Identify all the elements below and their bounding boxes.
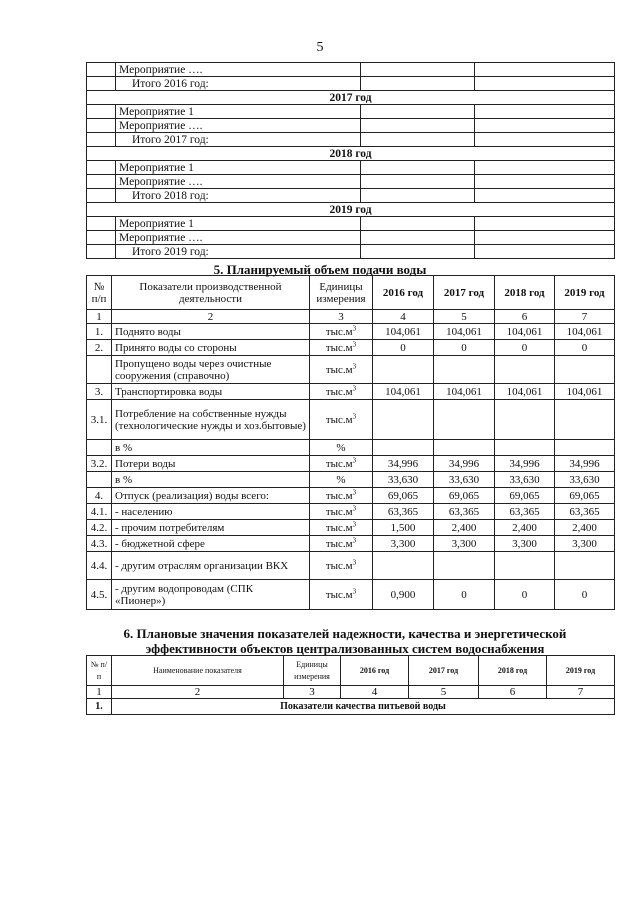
table-row: [87, 699, 615, 715]
header-2017: 2017 год: [409, 656, 479, 686]
value-2018: 0: [495, 580, 555, 610]
value-2019: 33,630: [555, 472, 615, 488]
value-2018: 104,061: [495, 384, 555, 400]
value-2018: 0: [495, 340, 555, 356]
unit-superscript: 3: [352, 487, 357, 496]
value-2018: 33,630: [495, 472, 555, 488]
colnum: 7: [555, 310, 615, 324]
colnum: 2: [112, 686, 284, 699]
empty-cell: [361, 245, 475, 259]
unit-superscript: 3: [352, 557, 357, 566]
empty-cell: [361, 161, 475, 175]
header-2018: 2018 год: [495, 276, 555, 310]
colnum: 5: [434, 310, 495, 324]
unit-text: тыс.м: [325, 489, 353, 502]
value-2017: 104,061: [434, 324, 495, 340]
value-2016: 34,996: [373, 456, 434, 472]
row-name: Потребление на собственные нужды (технологические нужды и хоз.бытовые): [112, 400, 310, 440]
measures-table: [86, 62, 615, 259]
table-row: [87, 580, 615, 610]
section-6-heading: 6. Плановые значения показателей надежности, качества и энергетической эффективности объектов централизованных систем водоснабжения: [123, 626, 567, 656]
table-row: [87, 63, 615, 77]
row-unit: [310, 504, 373, 520]
row-num: 4.: [87, 488, 112, 504]
header-2016: 2016 год: [341, 656, 409, 686]
header-num: № п/п: [87, 276, 112, 310]
unit-superscript: 3: [352, 535, 357, 544]
empty-cell: [361, 105, 475, 119]
colnum: 1: [87, 686, 112, 699]
page-number: 5: [316, 40, 324, 55]
measure-name: Мероприятие ….: [116, 119, 361, 133]
unit-superscript: 3: [352, 361, 357, 370]
measure-name: Итого 2018 год:: [116, 189, 361, 203]
unit-text: тыс.м: [325, 457, 353, 470]
row-num: 1.: [87, 324, 112, 340]
empty-cell: [87, 105, 116, 119]
value-2019: 2,400: [555, 520, 615, 536]
table-row: [87, 472, 615, 488]
table-row: [87, 161, 615, 175]
row-unit: [310, 356, 373, 384]
header-2019: 2019 год: [547, 656, 615, 686]
value-2017: 69,065: [434, 488, 495, 504]
row-unit: [310, 472, 373, 488]
row-num: 1.: [87, 699, 112, 715]
row-name: Поднято воды: [112, 324, 310, 340]
unit-text: %: [336, 441, 346, 454]
header-2017: 2017 год: [434, 276, 495, 310]
row-unit: [310, 400, 373, 440]
header-num: № п/п: [87, 656, 112, 686]
header-name: Наименование показателя: [112, 656, 284, 686]
value-2016: [373, 400, 434, 440]
value-2018: 69,065: [495, 488, 555, 504]
measure-name: Мероприятие ….: [116, 175, 361, 189]
row-unit: [310, 580, 373, 610]
value-2016: 0,900: [373, 580, 434, 610]
empty-cell: [475, 189, 615, 203]
empty-cell: [475, 119, 615, 133]
table-row: [87, 400, 615, 440]
unit-text: тыс.м: [325, 325, 353, 338]
value-2018: 63,365: [495, 504, 555, 520]
year-header-row: [87, 147, 615, 161]
value-2019: 104,061: [555, 384, 615, 400]
empty-cell: [87, 231, 116, 245]
row-name: Пропущено воды через очистные сооружения (справочно): [112, 356, 310, 384]
row-unit: [310, 384, 373, 400]
row-name: - другим отраслям организации ВКХ: [112, 552, 310, 580]
unit-text: тыс.м: [325, 537, 353, 550]
empty-cell: [475, 217, 615, 231]
empty-cell: [87, 189, 116, 203]
unit-text: тыс.м: [325, 341, 353, 354]
value-2019: [555, 400, 615, 440]
table-row: [87, 356, 615, 384]
row-name: Потери воды: [112, 456, 310, 472]
table-row: [87, 231, 615, 245]
table-header-row: [87, 656, 615, 686]
empty-cell: [87, 245, 116, 259]
value-2018: 2,400: [495, 520, 555, 536]
unit-superscript: 3: [352, 383, 357, 392]
unit-text: тыс.м: [325, 413, 353, 426]
value-2016: [373, 552, 434, 580]
colnum: 4: [341, 686, 409, 699]
table-row: [87, 175, 615, 189]
value-2019: 69,065: [555, 488, 615, 504]
year-label: 2017 год: [87, 91, 615, 105]
empty-cell: [475, 133, 615, 147]
colnum: 7: [547, 686, 615, 699]
unit-text: тыс.м: [325, 505, 353, 518]
colnum: 2: [112, 310, 310, 324]
colnum: 3: [284, 686, 341, 699]
unit-superscript: 3: [352, 455, 357, 464]
table-row: [87, 77, 615, 91]
row-name: в %: [112, 472, 310, 488]
value-2016: [373, 440, 434, 456]
empty-cell: [87, 133, 116, 147]
row-num: 4.1.: [87, 504, 112, 520]
table-row: [87, 324, 615, 340]
value-2018: 3,300: [495, 536, 555, 552]
value-2019: 34,996: [555, 456, 615, 472]
unit-text: тыс.м: [325, 521, 353, 534]
table-row: [87, 552, 615, 580]
measure-name: Мероприятие ….: [116, 231, 361, 245]
empty-cell: [361, 189, 475, 203]
empty-cell: [361, 119, 475, 133]
header-2016: 2016 год: [373, 276, 434, 310]
header-unit: Единицы измерения: [310, 276, 373, 310]
header-2019: 2019 год: [555, 276, 615, 310]
row-num: [87, 472, 112, 488]
year-label: 2018 год: [87, 147, 615, 161]
value-2019: 3,300: [555, 536, 615, 552]
row-name: Принято воды со стороны: [112, 340, 310, 356]
value-2019: [555, 552, 615, 580]
measure-name: Итого 2016 год:: [116, 77, 361, 91]
empty-cell: [475, 105, 615, 119]
row-unit: [310, 536, 373, 552]
unit-superscript: 3: [352, 339, 357, 348]
table-row: [87, 536, 615, 552]
year-header-row: [87, 203, 615, 217]
table-row: [87, 456, 615, 472]
row-unit: [310, 340, 373, 356]
unit-text: тыс.м: [325, 363, 353, 376]
value-2017: 63,365: [434, 504, 495, 520]
value-2018: [495, 552, 555, 580]
value-2017: [434, 440, 495, 456]
unit-superscript: 3: [352, 586, 357, 595]
row-unit: [310, 456, 373, 472]
value-2017: [434, 552, 495, 580]
value-2019: 104,061: [555, 324, 615, 340]
unit-superscript: 3: [352, 411, 357, 420]
empty-cell: [361, 231, 475, 245]
value-2019: 0: [555, 580, 615, 610]
empty-cell: [475, 175, 615, 189]
measure-name: Мероприятие 1: [116, 217, 361, 231]
unit-text: тыс.м: [325, 385, 353, 398]
empty-cell: [361, 77, 475, 91]
unit-text: тыс.м: [325, 559, 353, 572]
value-2017: 0: [434, 580, 495, 610]
empty-cell: [87, 161, 116, 175]
row-unit: [310, 440, 373, 456]
row-num: 3.2.: [87, 456, 112, 472]
row-unit: [310, 488, 373, 504]
colnum: 6: [495, 310, 555, 324]
row-name: - бюджетной сфере: [112, 536, 310, 552]
colnum: 3: [310, 310, 373, 324]
row-name: - прочим потребителям: [112, 520, 310, 536]
row-name: в %: [112, 440, 310, 456]
measure-name: Итого 2019 год:: [116, 245, 361, 259]
value-2016: 104,061: [373, 324, 434, 340]
row-num: 4.4.: [87, 552, 112, 580]
row-name: Транспортировка воды: [112, 384, 310, 400]
measure-name: Мероприятие ….: [116, 63, 361, 77]
value-2018: [495, 400, 555, 440]
row-unit: [310, 324, 373, 340]
year-header-row: [87, 91, 615, 105]
empty-cell: [87, 77, 116, 91]
row-num: [87, 356, 112, 384]
table-row: [87, 119, 615, 133]
header-2018: 2018 год: [479, 656, 547, 686]
table-row: [87, 245, 615, 259]
unit-text: %: [336, 473, 346, 486]
row-num: 4.2.: [87, 520, 112, 536]
header-name: Показатели производственной деятельности: [112, 276, 310, 310]
value-2017: 3,300: [434, 536, 495, 552]
row-num: 3.: [87, 384, 112, 400]
water-supply-volume-table: [86, 275, 615, 610]
row-title: Показатели качества питьевой воды: [112, 699, 615, 715]
colnum: 1: [87, 310, 112, 324]
value-2019: [555, 356, 615, 384]
measure-name: Мероприятие 1: [116, 161, 361, 175]
value-2018: 104,061: [495, 324, 555, 340]
row-name: - другим водопроводам (СПК «Пионер»): [112, 580, 310, 610]
table-row: [87, 384, 615, 400]
value-2017: 2,400: [434, 520, 495, 536]
reliability-indicators-table: [86, 655, 615, 715]
empty-cell: [361, 63, 475, 77]
value-2017: 33,630: [434, 472, 495, 488]
value-2016: 63,365: [373, 504, 434, 520]
row-num: 3.1.: [87, 400, 112, 440]
row-num: 4.5.: [87, 580, 112, 610]
table-row: [87, 520, 615, 536]
table-row: [87, 340, 615, 356]
column-number-row: [87, 310, 615, 324]
value-2016: 69,065: [373, 488, 434, 504]
value-2017: 104,061: [434, 384, 495, 400]
value-2016: 3,300: [373, 536, 434, 552]
value-2016: 0: [373, 340, 434, 356]
table-row: [87, 217, 615, 231]
value-2017: [434, 356, 495, 384]
colnum: 5: [409, 686, 479, 699]
value-2019: 0: [555, 340, 615, 356]
value-2017: [434, 400, 495, 440]
value-2016: [373, 356, 434, 384]
row-num: 2.: [87, 340, 112, 356]
value-2016: 1,500: [373, 520, 434, 536]
value-2018: [495, 440, 555, 456]
row-unit: [310, 520, 373, 536]
unit-superscript: 3: [352, 519, 357, 528]
empty-cell: [361, 217, 475, 231]
value-2018: [495, 356, 555, 384]
empty-cell: [87, 175, 116, 189]
empty-cell: [361, 175, 475, 189]
row-unit: [310, 552, 373, 580]
table-row: [87, 105, 615, 119]
table-row: [87, 133, 615, 147]
unit-superscript: 3: [352, 323, 357, 332]
value-2017: 0: [434, 340, 495, 356]
value-2019: 63,365: [555, 504, 615, 520]
row-num: 4.3.: [87, 536, 112, 552]
empty-cell: [87, 119, 116, 133]
row-name: - населению: [112, 504, 310, 520]
empty-cell: [87, 217, 116, 231]
row-name: Отпуск (реализация) воды всего:: [112, 488, 310, 504]
column-number-row: [87, 686, 615, 699]
colnum: 4: [373, 310, 434, 324]
table-row: [87, 488, 615, 504]
empty-cell: [475, 77, 615, 91]
empty-cell: [87, 63, 116, 77]
empty-cell: [475, 231, 615, 245]
table-header-row: [87, 276, 615, 310]
value-2016: 104,061: [373, 384, 434, 400]
value-2016: 33,630: [373, 472, 434, 488]
table-row: [87, 504, 615, 520]
table-row: [87, 440, 615, 456]
value-2018: 34,996: [495, 456, 555, 472]
row-num: [87, 440, 112, 456]
empty-cell: [361, 133, 475, 147]
measure-name: Мероприятие 1: [116, 105, 361, 119]
unit-superscript: 3: [352, 503, 357, 512]
empty-cell: [475, 161, 615, 175]
year-label: 2019 год: [87, 203, 615, 217]
header-unit: Единицы измерения: [284, 656, 341, 686]
measure-name: Итого 2017 год:: [116, 133, 361, 147]
section-5-heading: 5. Планируемый объем подачи воды: [213, 262, 427, 277]
value-2019: [555, 440, 615, 456]
table-row: [87, 189, 615, 203]
empty-cell: [475, 245, 615, 259]
colnum: 6: [479, 686, 547, 699]
unit-text: тыс.м: [325, 588, 353, 601]
value-2017: 34,996: [434, 456, 495, 472]
empty-cell: [475, 63, 615, 77]
